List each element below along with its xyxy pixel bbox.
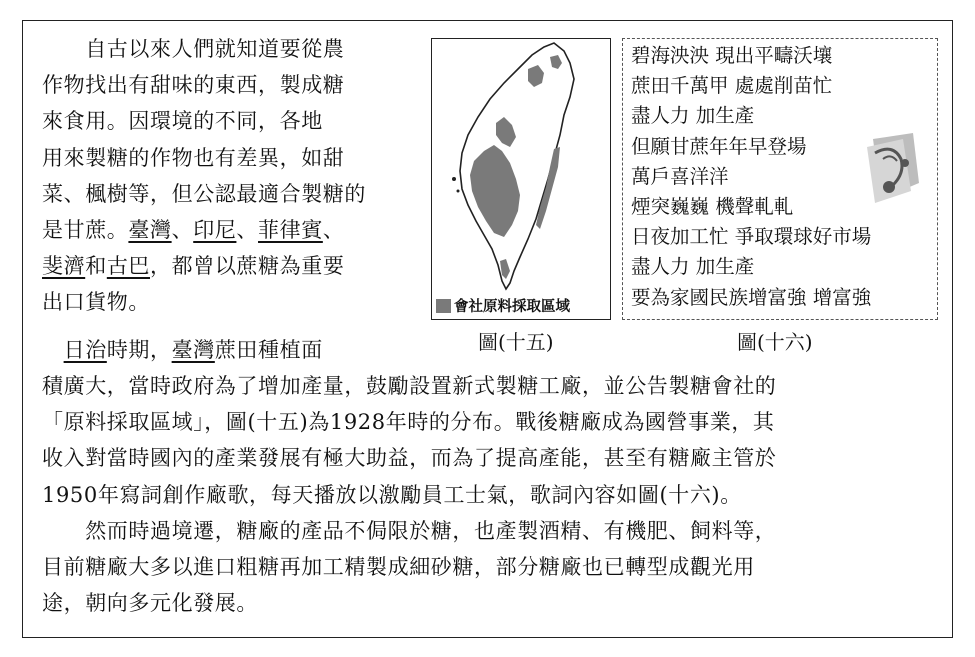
text-line xyxy=(42,109,323,133)
text-segment: 出口貨物。 xyxy=(42,290,150,315)
text-line xyxy=(42,182,366,206)
text-line xyxy=(42,254,344,278)
text-line xyxy=(42,73,344,97)
text-segment: 作物找出有甜味的東西，製成糖 xyxy=(42,73,345,98)
lyrics-line: 但願甘蔗年年早登場 xyxy=(631,134,807,158)
lyrics-line: 盡人力 加生產 xyxy=(631,104,755,128)
text-line xyxy=(42,555,755,579)
text-segment: 時期， xyxy=(106,338,172,362)
text-line xyxy=(42,519,776,543)
text-line xyxy=(42,410,775,434)
underlined-proper-noun: 臺灣 xyxy=(128,218,172,242)
underlined-proper-noun: 菲律賓 xyxy=(258,218,323,242)
lyrics-line: 盡人力 加生產 xyxy=(631,255,755,279)
small-island xyxy=(457,190,460,193)
text-segment: 途，朝向多元化發展。 xyxy=(42,591,258,616)
lyrics-line: 蔗田千萬甲 處處削苗忙 xyxy=(631,74,833,98)
text-segment: 積廣大，當時政府為了增加產量，鼓勵設置新式製糖工廠，並公告製糖會社的 xyxy=(42,374,777,398)
text-line xyxy=(42,591,258,615)
figure-15-legend xyxy=(436,295,570,316)
legend-swatch xyxy=(436,299,451,313)
lyrics-line: 萬戶喜洋洋 xyxy=(631,164,729,188)
underlined-proper-noun: 古巴 xyxy=(106,254,151,279)
text-segment: 收入對當時國內的產業發展有極大助益，而為了提高產能，甚至有糖廠主管於 xyxy=(42,446,777,471)
underlined-proper-noun: 日治 xyxy=(63,338,107,362)
text-segment: 、 xyxy=(171,218,194,242)
lyrics-line: 煙突巍巍 機聲軋軋 xyxy=(631,195,794,218)
text-segment xyxy=(42,338,64,362)
text-segment: 、 xyxy=(236,218,259,242)
text-line xyxy=(42,374,776,398)
figure-16-caption: 圖(十六) xyxy=(737,330,813,354)
text-segment: 用來製糖的作物也有差異，如甜 xyxy=(42,145,345,170)
lyrics-line: 要為家國民族增富強 增富強 xyxy=(631,285,872,309)
text-segment: 菜、楓樹等，但公認最適合製糖的 xyxy=(42,181,366,206)
text-segment: 目前糖廠大多以進口粗糖再加工精製成細砂糖，部分糖廠也已轉型成觀光用 xyxy=(42,555,755,580)
underlined-proper-noun: 臺灣 xyxy=(171,338,215,362)
lyrics-line: 日夜加工忙 爭取環球好市場 xyxy=(631,225,872,249)
lyrics-line: 碧海泱泱 現出平疇沃壤 xyxy=(631,44,833,67)
text-segment: 來食用。因環境的不同，各地 xyxy=(42,109,323,134)
music-note-icon xyxy=(853,129,923,209)
underlined-proper-noun: 印尼 xyxy=(193,218,237,242)
legend-label: 會社原料採取區域 xyxy=(454,299,570,315)
text-segment: ，都曾以蔗糖為重要 xyxy=(150,254,345,279)
figure-16-lyrics-box xyxy=(622,38,938,320)
text-line xyxy=(42,218,344,242)
text-line xyxy=(42,146,344,170)
text-segment: 1950年寫詞創作廠歌，每天播放以激勵員工士氣，歌詞內容如圖(十六)。 xyxy=(42,482,742,507)
penghu-island xyxy=(452,177,456,181)
text-segment: 然而時過境遷，糖廠的產品不侷限於糖，也產製酒精、有機肥、飼料等， xyxy=(42,519,777,543)
text-segment: 是甘蔗。 xyxy=(42,218,129,242)
text-segment: 蔗田種植面 xyxy=(214,338,323,362)
figure-15-map-box xyxy=(431,38,611,320)
text-line xyxy=(42,37,344,61)
text-segment: 、 xyxy=(322,218,345,242)
text-line xyxy=(42,290,150,314)
figure-15-caption: 圖(十五) xyxy=(478,330,554,354)
paragraph-2-first-line xyxy=(42,338,323,362)
text-line xyxy=(42,446,776,470)
text-segment: 和 xyxy=(85,254,107,279)
text-segment: 「原料採取區域」，圖(十五)為1928年時的分布。戰後糖廠成為國營事業，其 xyxy=(42,410,775,435)
text-segment: 自古以來人們就知道要從農 xyxy=(42,37,345,61)
taiwan-map-icon xyxy=(432,39,610,299)
text-line xyxy=(42,483,742,507)
underlined-proper-noun: 斐濟 xyxy=(42,254,86,279)
